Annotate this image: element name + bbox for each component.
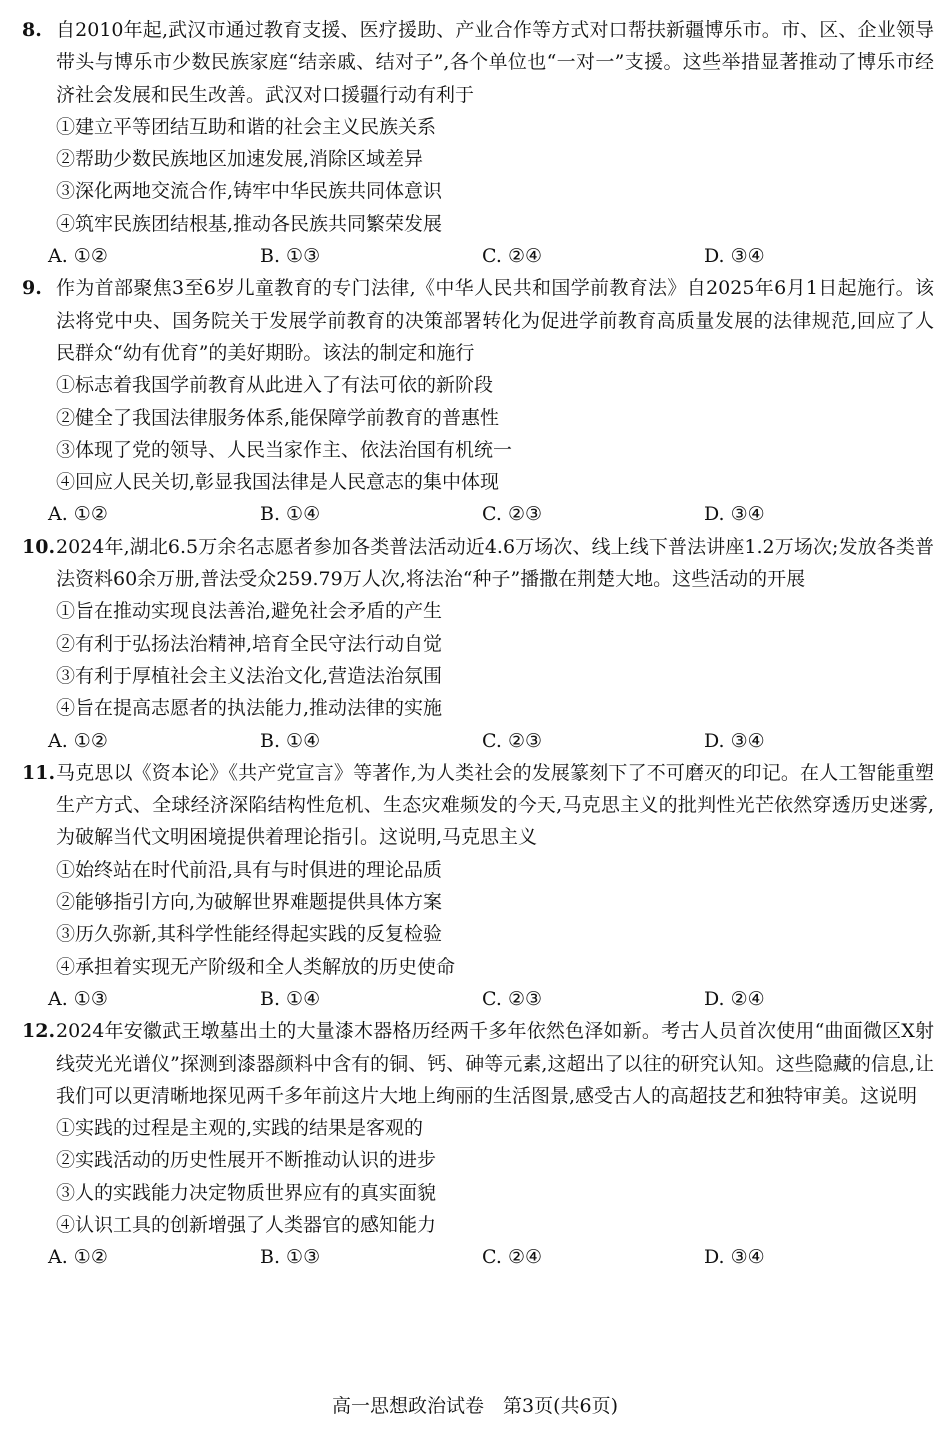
question-stem: 自2010年起,武汉市通过教育支援、医疗援助、产业合作等方式对口帮扶新疆博乐市。市、区、企业领导带头与博乐市少数民族家庭“结亲戚、结对子”,各个单位也“一对一”支援。这些举措显著推动了博乐市经济社会发展和民生改善。武汉对口援疆行动有利于 xyxy=(56,19,934,106)
option-b: B. ①③ xyxy=(260,1246,321,1269)
option-c: C. ②④ xyxy=(482,1246,543,1269)
option-a: A. ①③ xyxy=(48,987,108,1010)
statement-2: ②实践活动的历史性展开不断推动认识的进步 xyxy=(56,1149,437,1172)
statement-4: ④认识工具的创新增强了人类器官的感知能力 xyxy=(56,1213,437,1236)
statement-1: ①实践的过程是主观的,实践的结果是客观的 xyxy=(56,1117,424,1140)
option-d: D. ③④ xyxy=(704,503,765,526)
statement-1: ①建立平等团结互助和谐的社会主义民族关系 xyxy=(56,115,437,138)
question-11 xyxy=(22,757,934,1015)
statement-2: ②能够指引方向,为破解世界难题提供具体方案 xyxy=(56,891,443,914)
statement-4: ④筑牢民族团结根基,推动各民族共同繁荣发展 xyxy=(56,212,443,235)
question-9 xyxy=(22,272,934,530)
statement-2: ②健全了我国法律服务体系,能保障学前教育的普惠性 xyxy=(56,406,500,429)
option-a: A. ①② xyxy=(48,245,108,268)
option-b: B. ①④ xyxy=(260,987,321,1010)
question-number: 12. xyxy=(22,1020,56,1043)
option-b: B. ①④ xyxy=(260,729,321,752)
statement-list xyxy=(22,1112,934,1241)
statement-list xyxy=(22,369,934,498)
statement-list xyxy=(22,111,934,240)
question-number: 8. xyxy=(22,19,42,41)
option-c: C. ②③ xyxy=(482,987,543,1010)
option-row xyxy=(22,983,934,1015)
statement-3: ③体现了党的领导、人民当家作主、依法治国有机统一 xyxy=(56,438,513,461)
option-d: D. ③④ xyxy=(704,245,765,268)
option-d: D. ②④ xyxy=(704,987,765,1010)
question-stem: 2024年,湖北6.5万余名志愿者参加各类普法活动近4.6万场次、线上线下普法讲座1.2万场次;发放各类普法资料60余万册,普法受众259.79万人次,将法治“种子”播撒在荆楚大地。这些活动的开展 xyxy=(56,535,934,591)
option-c: C. ②③ xyxy=(482,729,543,752)
statement-3: ③有利于厚植社会主义法治文化,营造法治氛围 xyxy=(56,664,443,687)
question-number: 9. xyxy=(22,277,42,300)
option-c: C. ②④ xyxy=(482,245,543,268)
statement-1: ①始终站在时代前沿,具有与时俱进的理论品质 xyxy=(56,858,443,881)
option-c: C. ②③ xyxy=(482,503,543,526)
statement-2: ②帮助少数民族地区加速发展,消除区域差异 xyxy=(56,148,424,171)
question-10 xyxy=(22,531,934,757)
option-b: B. ①④ xyxy=(260,503,321,526)
statement-list xyxy=(22,854,934,983)
statement-3: ③人的实践能力决定物质世界应有的真实面貌 xyxy=(56,1181,437,1204)
question-list xyxy=(22,14,934,1274)
option-row xyxy=(22,498,934,530)
option-d: D. ③④ xyxy=(704,729,765,752)
question-number: 10. xyxy=(22,535,56,558)
option-b: B. ①③ xyxy=(260,245,321,268)
question-stem: 作为首部聚焦3至6岁儿童教育的专门法律,《中华人民共和国学前教育法》自2025年6月1日起施行。该法将党中央、国务院关于发展学前教育的决策部署转化为促进学前教育高质量发展的法律规范,回应了人民群众“幼有优育”的美好期盼。该法的制定和施行 xyxy=(56,277,934,364)
statement-3: ③历久弥新,其科学性能经得起实践的反复检验 xyxy=(56,923,443,946)
statement-1: ①标志着我国学前教育从此进入了有法可依的新阶段 xyxy=(56,374,494,397)
option-row xyxy=(22,240,934,272)
option-a: A. ①② xyxy=(48,729,108,752)
option-row xyxy=(22,725,934,757)
question-stem: 2024年安徽武王墩墓出土的大量漆木器格历经两千多年依然色泽如新。考古人员首次使用“曲面微区X射线荧光光谱仪”探测到漆器颜料中含有的铜、钙、砷等元素,这超出了以往的研究认知。这些隐藏的信息,让我们可以更清晰地探见两千多年前这片大地上绚丽的生活图景,感受古人的高超技艺和独特审美。这说明 xyxy=(56,1020,934,1107)
statement-4: ④旨在提高志愿者的执法能力,推动法律的实施 xyxy=(56,697,443,720)
statement-1: ①旨在推动实现良法善治,避免社会矛盾的产生 xyxy=(56,600,443,623)
option-d: D. ③④ xyxy=(704,1246,765,1269)
option-a: A. ①② xyxy=(48,503,108,526)
question-12 xyxy=(22,1015,934,1273)
question-8 xyxy=(22,14,934,272)
statement-4: ④承担着实现无产阶级和全人类解放的历史使命 xyxy=(56,955,456,978)
option-row xyxy=(22,1241,934,1273)
statement-4: ④回应人民关切,彰显我国法律是人民意志的集中体现 xyxy=(56,471,500,494)
page-footer: 高一思想政治试卷 第3页(共6页) xyxy=(331,1395,618,1417)
statement-list xyxy=(22,595,934,724)
question-number: 11. xyxy=(22,761,56,784)
statement-2: ②有利于弘扬法治精神,培育全民守法行动自觉 xyxy=(56,632,443,655)
option-a: A. ①② xyxy=(48,1246,108,1269)
question-stem: 马克思以《资本论》《共产党宣言》等著作,为人类社会的发展篆刻下了不可磨灭的印记。在人工智能重塑生产方式、全球经济深陷结构性危机、生态灾难频发的今天,马克思主义的批判性光芒依然穿透历史迷雾,为破解当代文明困境提供着理论指引。这说明,马克思主义 xyxy=(56,761,934,849)
statement-3: ③深化两地交流合作,铸牢中华民族共同体意识 xyxy=(56,180,443,203)
